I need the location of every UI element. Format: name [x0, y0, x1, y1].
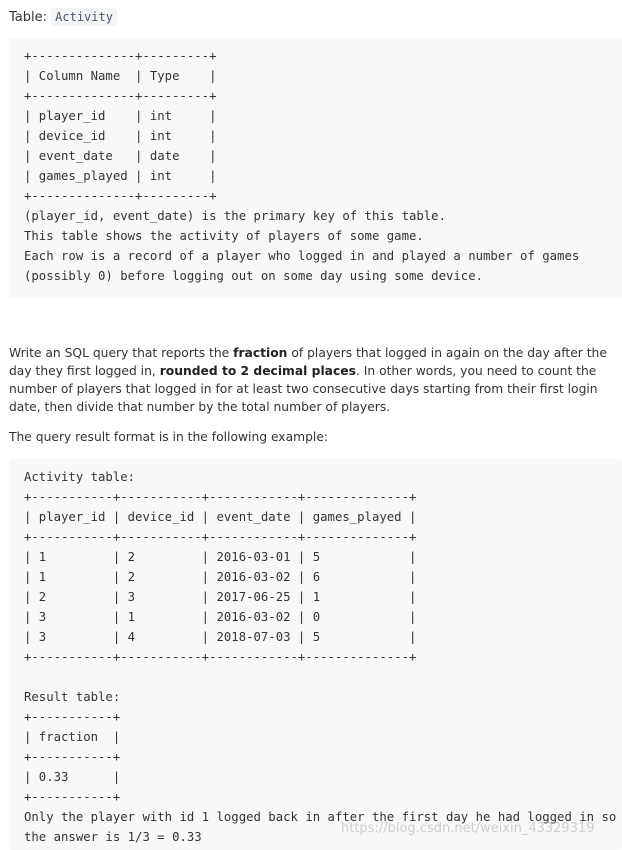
description-part-1: Write an SQL query that reports the	[9, 346, 234, 360]
description-bold-rounding: rounded to 2 decimal places	[159, 364, 356, 378]
problem-description	[9, 344, 622, 416]
table-label-prefix: Table:	[9, 10, 52, 25]
description-part-2: of players that logged in again on the day after the day they first logged in,	[9, 346, 607, 378]
description-bold-fraction: fraction	[233, 346, 288, 360]
format-text: The query result format is in the following example:	[9, 430, 329, 444]
example-code-block: Activity table: +-----------+-----------+------------+--------------+ | player_id | device_id | event_date | games_played | +-----------+-----------+------------+--------------+ | 1 | 2 | 2016-03-01 | 5 | | 1 | 2 | 2016-03-02 | 6 | | 2 | 3 | 2017-06-25 | 1 | | 3 | 1 | 2016-03-02 | 0 | | 3 | 4 | 2018-07-03 | 5 | +-----------+-----------+------------+--------------+ Result table: +-----------+ | fraction | +-----------+ | 0.33 | +-----------+ Only the player with id 1 logged back in after the first day he had logged in so the answer is 1/3 = 0.33	[9, 459, 622, 850]
schema-code-block: +--------------+---------+ | Column Name | Type | +--------------+---------+ | player_id | int | | device_id | int | | event_date | date | | games_played | int | +--------------+---------+ (player_id, event_date) is the primary key of this table. This table shows the activity of players of some game. Each row is a record of a player who logged in and played a number of games (possibly 0) before logging out on some day using some device.	[9, 38, 622, 298]
table-label	[9, 8, 117, 27]
table-name-code: Activity	[51, 8, 117, 26]
description-part-3: . In other words, you need to count the number of players that logged in for at least two consecutive days starting from their first login date, then divide that number by the total number of players.	[9, 364, 598, 414]
watermark: https://blog.csdn.net/weixin_43329319	[341, 821, 595, 836]
